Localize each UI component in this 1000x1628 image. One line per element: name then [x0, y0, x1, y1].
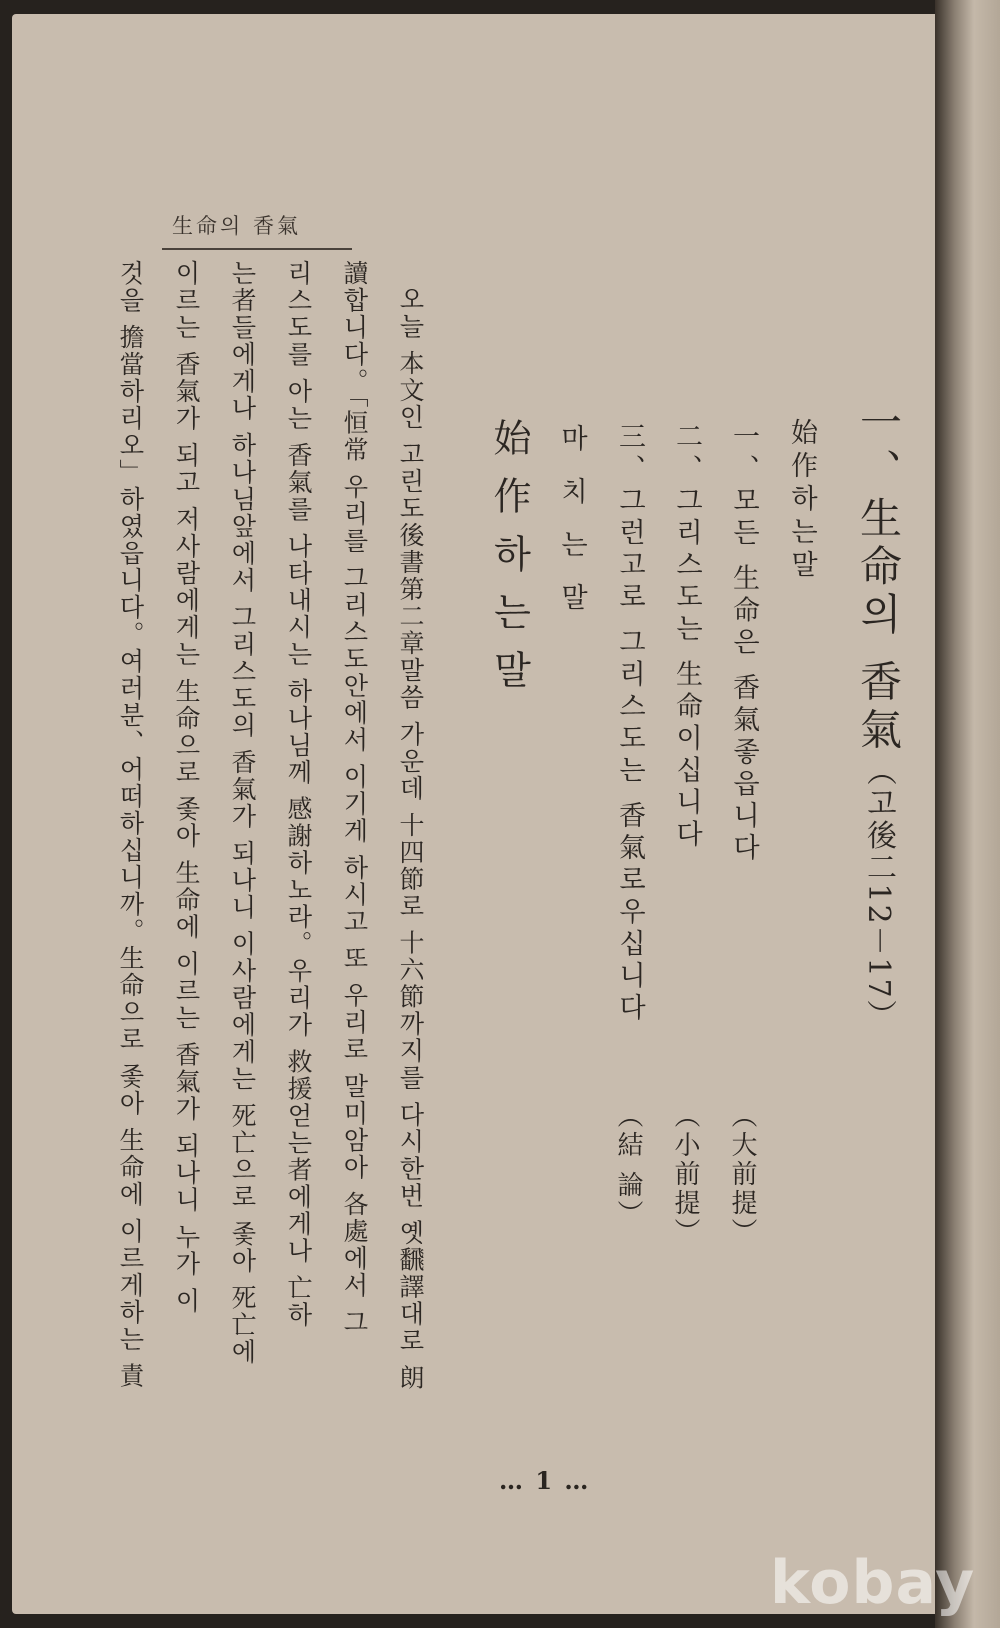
- chapter-reference: （고後二12－17）: [861, 755, 896, 1032]
- book-spine: [935, 0, 1000, 1628]
- page-number: … 1 …: [499, 1466, 591, 1495]
- outline-item-tag: （小前提）: [670, 1102, 700, 1247]
- outline-heading: 始作하는말: [786, 418, 817, 583]
- running-header-rule: [162, 248, 352, 250]
- running-header: 生命의 香氣: [172, 214, 301, 238]
- outline-item-tag: （結 論）: [613, 1102, 643, 1230]
- outline-item: [667, 422, 706, 852]
- section-heading: 始作하는말: [487, 418, 531, 708]
- body-line: 는者들에게나 하나님앞에서 그리스도의 香氣가 되나니 이사람에게는 死亡으로 좇아 死亡에: [228, 260, 257, 1366]
- outline-item-text: 二、그리스도는 生命이십니다: [671, 422, 702, 852]
- outline-item-tag: （大前提）: [727, 1102, 757, 1247]
- outline-end: 마치는말: [556, 424, 587, 636]
- book-page: [12, 14, 950, 1614]
- body-line: 讀합니다。「恒常 우리를 그리스도안에서 이기게 하시고 또 우리로 말미암아 各處에서 그: [340, 260, 369, 1337]
- chapter-title-text: 一、生命의 香氣: [854, 400, 903, 756]
- body-line: 오늘 本文인 고린도後書第二章말씀 가운데 十四節로 十六節까지를 다시한번 옛飜譯대로 朗: [396, 286, 425, 1392]
- outline-item: [610, 422, 649, 1025]
- outline-item-text: 一、모든 生命은 香氣좋읍니다: [728, 422, 759, 866]
- chapter-title: [848, 400, 908, 1032]
- watermark: kobay: [770, 1548, 976, 1618]
- body-line: 이르는 香氣가 되고 저사람에게는 生命으로 좇아 生命에 이르는 香氣가 되나니 누가 이: [172, 260, 201, 1315]
- outline-item: [724, 422, 763, 865]
- body-line: 것을 擔當하리오」하였읍니다。여러분、어떠하십니까。生命으로 좇아 生命에 이르게하는 責: [116, 260, 145, 1390]
- outline-item-text: 三、그런고로 그리스도는 香氣로우십니다: [614, 422, 645, 1026]
- body-line: 리스도를 아는 香氣를 나타내시는 하나님께 感謝하노라。우리가 救援얻는者에게나 亡하: [284, 260, 313, 1329]
